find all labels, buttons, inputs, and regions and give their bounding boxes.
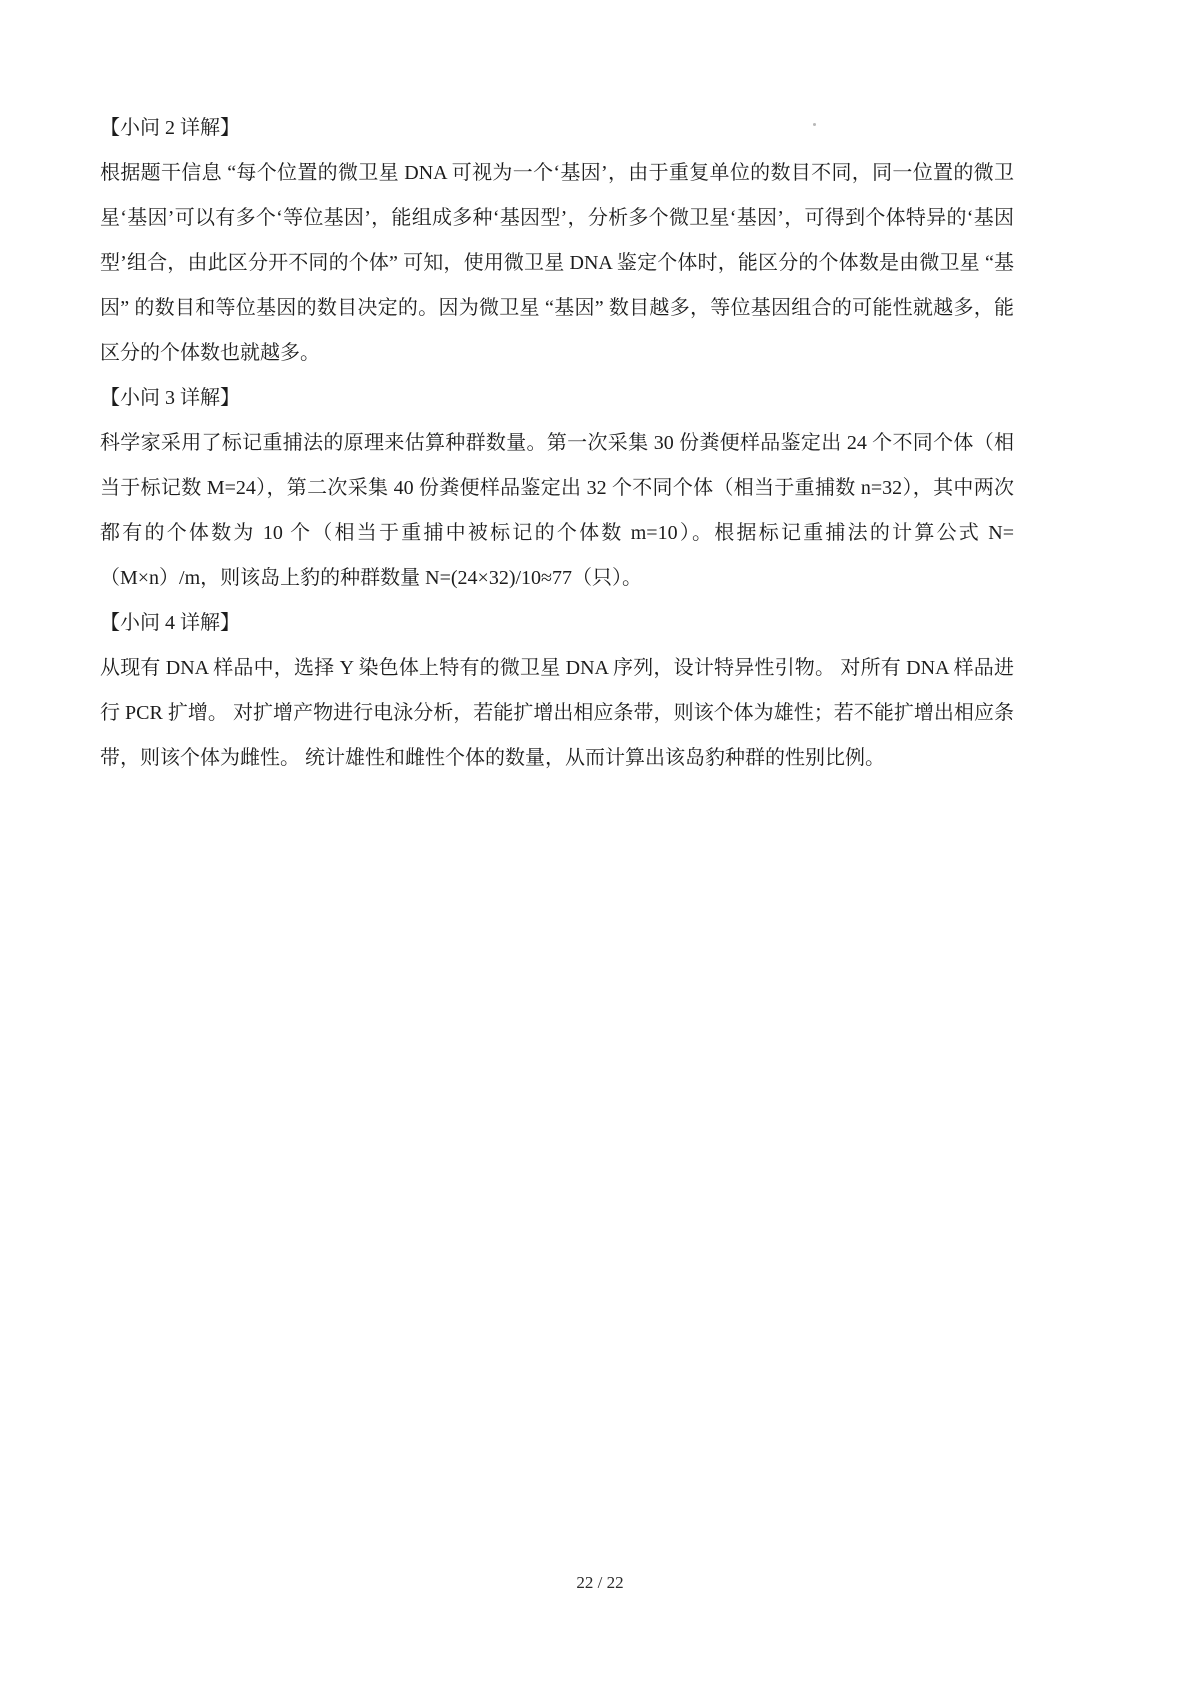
scan-artifact-dot <box>813 123 816 126</box>
section-heading-4: 【小问 4 详解】 <box>100 612 240 634</box>
section-body-4: 从现有 DNA 样品中，选择 Y 染色体上特有的微卫星 DNA 序列，设计特异性引物。 对所有 DNA 样品进行 PCR 扩增。 对扩增产物进行电泳分析，若能扩增出相应条带，则该个体为雄性；若不能扩增出相应条带，则该个体为雌性。 统计雄性和雌性个体的数量，从而计算出该岛豹种群的性别比例。 <box>100 657 1014 769</box>
section-answer-3 <box>100 376 1014 601</box>
document-content <box>100 106 1014 781</box>
section-body-3: 科学家采用了标记重捕法的原理来估算种群数量。第一次采集 30 份粪便样品鉴定出 24 个不同个体（相当于标记数 M=24），第二次采集 40 份粪便样品鉴定出 32 个不同个体（相当于重捕数 n=32），其中两次都有的个体数为 10 个（相当于重捕中被标记的个体数 m=10）。根据标记重捕法的计算公式 N=（M×n）/m，则该岛上豹的种群数量 N=(24×32)/10≈77（只）。 <box>100 432 1014 589</box>
section-heading-3: 【小问 3 详解】 <box>100 387 240 409</box>
section-heading-2: 【小问 2 详解】 <box>100 117 240 139</box>
section-answer-2 <box>100 106 1014 376</box>
page-number: 22 / 22 <box>576 1573 624 1592</box>
section-body-2: 根据题干信息 “每个位置的微卫星 DNA 可视为一个‘基因’，由于重复单位的数目不同，同一位置的微卫星‘基因’可以有多个‘等位基因’，能组成多种‘基因型’，分析多个微卫星‘基因’，可得到个体特异的‘基因型’组合，由此区分开不同的个体” 可知，使用微卫星 DNA 鉴定个体时，能区分的个体数是由微卫星 “基因” 的数目和等位基因的数目决定的。因为微卫星 “基因” 数目越多，等位基因组合的可能性就越多，能区分的个体数也就越多。 <box>100 162 1014 364</box>
section-answer-4 <box>100 601 1014 781</box>
